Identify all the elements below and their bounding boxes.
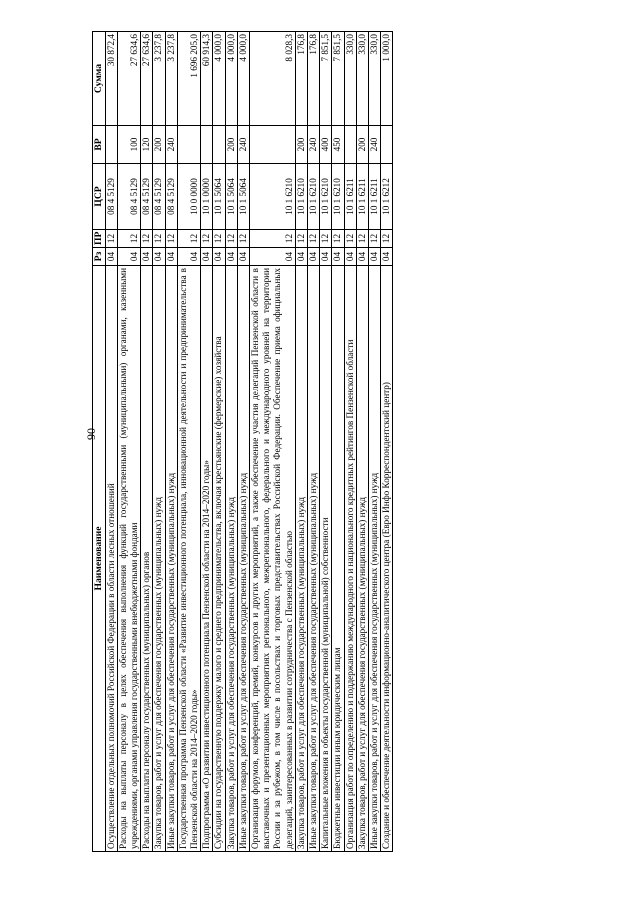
cell-pr: 12: [201, 230, 213, 248]
cell-pr: 12: [225, 230, 237, 248]
cell-vr: 200: [356, 126, 368, 164]
cell-pr: 12: [249, 230, 295, 248]
cell-rz: 04: [237, 248, 249, 266]
cell-vr: [344, 126, 356, 164]
cell-name: Закупка товаров, работ и услуг для обеспечения государственных (муниципальных) нужд: [356, 266, 368, 852]
cell-sum: 330,0: [344, 32, 356, 126]
cell-name: Иные закупки товаров, работ и услуг для обеспечения государственных (муниципальных) нужд: [307, 266, 319, 852]
cell-sum: 1 696 205,0: [177, 32, 200, 126]
cell-rz: 04: [320, 248, 332, 266]
page-number: 90: [84, 428, 98, 440]
cell-name: Осуществление отдельных полномочий Российской Федерации в области лесных отношений: [105, 266, 117, 852]
cell-sum: 7 851,5: [332, 32, 344, 126]
cell-name: Иные закупки товаров, работ и услуг для обеспечения государственных (муниципальных) нужд: [237, 266, 249, 852]
cell-csr: 10 1 6210: [320, 164, 332, 230]
table-body: [105, 32, 393, 852]
table-row: [225, 32, 237, 852]
header-sum: Сумма: [93, 32, 106, 126]
header-pr: ПР: [93, 230, 106, 248]
cell-rz: 04: [177, 248, 200, 266]
cell-sum: 7 851,5: [320, 32, 332, 126]
cell-pr: 12: [177, 230, 200, 248]
cell-rz: 04: [368, 248, 380, 266]
cell-sum: 4 000,0: [237, 32, 249, 126]
cell-vr: [381, 126, 393, 164]
cell-csr: 10 1 5064: [225, 164, 237, 230]
table-row: [237, 32, 249, 852]
cell-name: Создание и обеспечение деятельности информационно-аналитического центра (Евро Инфо Корреспондентский центр): [381, 266, 393, 852]
cell-rz: 04: [381, 248, 393, 266]
cell-vr: [177, 126, 200, 164]
cell-sum: 27 634,6: [141, 32, 153, 126]
cell-name: Закупка товаров, работ и услуг для обеспечения государственных (муниципальных) нужд: [153, 266, 165, 852]
cell-rz: 04: [225, 248, 237, 266]
cell-rz: 04: [307, 248, 319, 266]
table-row: [105, 32, 117, 852]
cell-pr: 12: [237, 230, 249, 248]
cell-pr: 12: [320, 230, 332, 248]
cell-vr: [201, 126, 213, 164]
cell-vr: 240: [307, 126, 319, 164]
cell-name: Капитальные вложения в объекты государственной (муниципальной) собственности: [320, 266, 332, 852]
cell-sum: 330,0: [368, 32, 380, 126]
cell-pr: 12: [368, 230, 380, 248]
cell-pr: 12: [105, 230, 117, 248]
cell-pr: 12: [344, 230, 356, 248]
cell-csr: 08 4 5129: [141, 164, 153, 230]
cell-sum: 4 000,0: [225, 32, 237, 126]
cell-vr: 200: [153, 126, 165, 164]
cell-sum: 3 237,8: [165, 32, 177, 126]
cell-rz: 04: [117, 248, 140, 266]
cell-csr: 10 1 6211: [356, 164, 368, 230]
table-row: [201, 32, 213, 852]
cell-sum: 30 872,4: [105, 32, 117, 126]
cell-pr: 12: [307, 230, 319, 248]
table-row: [344, 32, 356, 852]
cell-csr: 10 0 0000: [177, 164, 200, 230]
cell-csr: 10 1 6211: [344, 164, 356, 230]
cell-sum: 1 000,0: [381, 32, 393, 126]
table-row: [320, 32, 332, 852]
cell-rz: 04: [344, 248, 356, 266]
cell-name: Закупка товаров, работ и услуг для обеспечения государственных (муниципальных) нужд: [225, 266, 237, 852]
cell-rz: 04: [249, 248, 295, 266]
cell-name: Подпрограмма «О развитии инвестиционного потенциала Пензенской области на 2014–2020 годы»: [201, 266, 213, 852]
table-row: [381, 32, 393, 852]
cell-sum: 176,8: [307, 32, 319, 126]
cell-name: Расходы на выплаты персоналу в целях обеспечения выполнения функций государственными (муниципальными) органами, казенными учреждениями, органами управления государственными внебюджетными фондами: [117, 266, 140, 852]
cell-rz: 04: [105, 248, 117, 266]
cell-vr: [213, 126, 225, 164]
cell-rz: 04: [141, 248, 153, 266]
cell-csr: 10 1 6210: [295, 164, 307, 230]
cell-pr: 12: [141, 230, 153, 248]
cell-sum: 330,0: [356, 32, 368, 126]
cell-vr: 120: [141, 126, 153, 164]
cell-sum: 60 914,3: [201, 32, 213, 126]
cell-vr: 100: [117, 126, 140, 164]
cell-sum: 3 237,8: [153, 32, 165, 126]
cell-vr: 200: [225, 126, 237, 164]
cell-sum: 176,8: [295, 32, 307, 126]
rotated-table-container: [92, 32, 393, 852]
cell-rz: 04: [153, 248, 165, 266]
cell-pr: 12: [165, 230, 177, 248]
cell-csr: 10 1 6210: [332, 164, 344, 230]
cell-pr: 12: [213, 230, 225, 248]
cell-csr: 08 4 5129: [105, 164, 117, 230]
cell-name: Субсидии на государственную поддержку малого и среднего предпринимательства, включая крестьянские (фермерские) хозяйства: [213, 266, 225, 852]
cell-name: Государственная программа Пензенской области «Развитие инвестиционного потенциала, инновационной деятельности и предпринимательства в Пензенской области на 2014–2020 годы»: [177, 266, 200, 852]
table-row: [177, 32, 200, 852]
cell-csr: 10 1 0000: [201, 164, 213, 230]
cell-csr: 10 1 5064: [237, 164, 249, 230]
cell-pr: 12: [153, 230, 165, 248]
table-row: [165, 32, 177, 852]
cell-rz: 04: [165, 248, 177, 266]
cell-vr: 200: [295, 126, 307, 164]
cell-vr: 240: [165, 126, 177, 164]
cell-rz: 04: [356, 248, 368, 266]
header-vr: ВР: [93, 126, 106, 164]
cell-sum: 8 028,3: [249, 32, 295, 126]
cell-rz: 04: [213, 248, 225, 266]
cell-vr: 240: [237, 126, 249, 164]
table-row: [368, 32, 380, 852]
cell-pr: 12: [381, 230, 393, 248]
table-row: [295, 32, 307, 852]
cell-csr: 08 4 5129: [153, 164, 165, 230]
cell-pr: 12: [332, 230, 344, 248]
cell-vr: 240: [368, 126, 380, 164]
cell-rz: 04: [201, 248, 213, 266]
cell-csr: 08 4 5129: [165, 164, 177, 230]
cell-name: Закупка товаров, работ и услуг для обеспечения государственных (муниципальных) нужд: [295, 266, 307, 852]
table-header-row: [93, 32, 106, 852]
cell-csr: 10 1 6211: [368, 164, 380, 230]
cell-sum: 4 000,0: [213, 32, 225, 126]
cell-pr: 12: [117, 230, 140, 248]
cell-vr: [249, 126, 295, 164]
cell-csr: 10 1 5064: [213, 164, 225, 230]
cell-rz: 04: [295, 248, 307, 266]
cell-csr: 08 4 5129: [117, 164, 140, 230]
cell-pr: 12: [295, 230, 307, 248]
table-row: [356, 32, 368, 852]
cell-vr: 400: [320, 126, 332, 164]
header-csr: ЦСР: [93, 164, 106, 230]
cell-sum: 27 634,6: [117, 32, 140, 126]
cell-csr: 10 1 6210: [307, 164, 319, 230]
cell-pr: 12: [356, 230, 368, 248]
table-row: [153, 32, 165, 852]
header-name: Наименование: [93, 266, 106, 852]
cell-name: Организация форумов, конференций, премий, конкурсов и других мероприятий, а также обеспечение участия делегаций Пензенской области в выставочных и презентационных мероприятиях регионального, межрегионального, федерального и международного уровней на территории России и за рубежом, в том числе в посольствах и торговых представительствах Российской Федерации. Обеспечение приема официальных делегаций, заинтересованных в развитии сотрудничества с Пензенской областью: [249, 266, 295, 852]
cell-csr: 10 1 6210: [249, 164, 295, 230]
cell-vr: 450: [332, 126, 344, 164]
table-row: [249, 32, 295, 852]
table-row: [213, 32, 225, 852]
table-row: [332, 32, 344, 852]
cell-name: Расходы на выплаты персоналу государственных (муниципальных) органов: [141, 266, 153, 852]
budget-table: [92, 31, 393, 852]
table-row: [117, 32, 140, 852]
table-row: [141, 32, 153, 852]
cell-name: Иные закупки товаров, работ и услуг для обеспечения государственных (муниципальных) нужд: [368, 266, 380, 852]
table-row: [307, 32, 319, 852]
cell-vr: [105, 126, 117, 164]
header-rz: Рз: [93, 248, 106, 266]
cell-name: Иные закупки товаров, работ и услуг для обеспечения государственных (муниципальных) нужд: [165, 266, 177, 852]
cell-name: Бюджетные инвестиции иным юридическим лицам: [332, 266, 344, 852]
cell-csr: 10 1 6212: [381, 164, 393, 230]
cell-name: Организация работ по определению и поддержанию международного и национального кредитных рейтингов Пензенской области: [344, 266, 356, 852]
cell-rz: 04: [332, 248, 344, 266]
